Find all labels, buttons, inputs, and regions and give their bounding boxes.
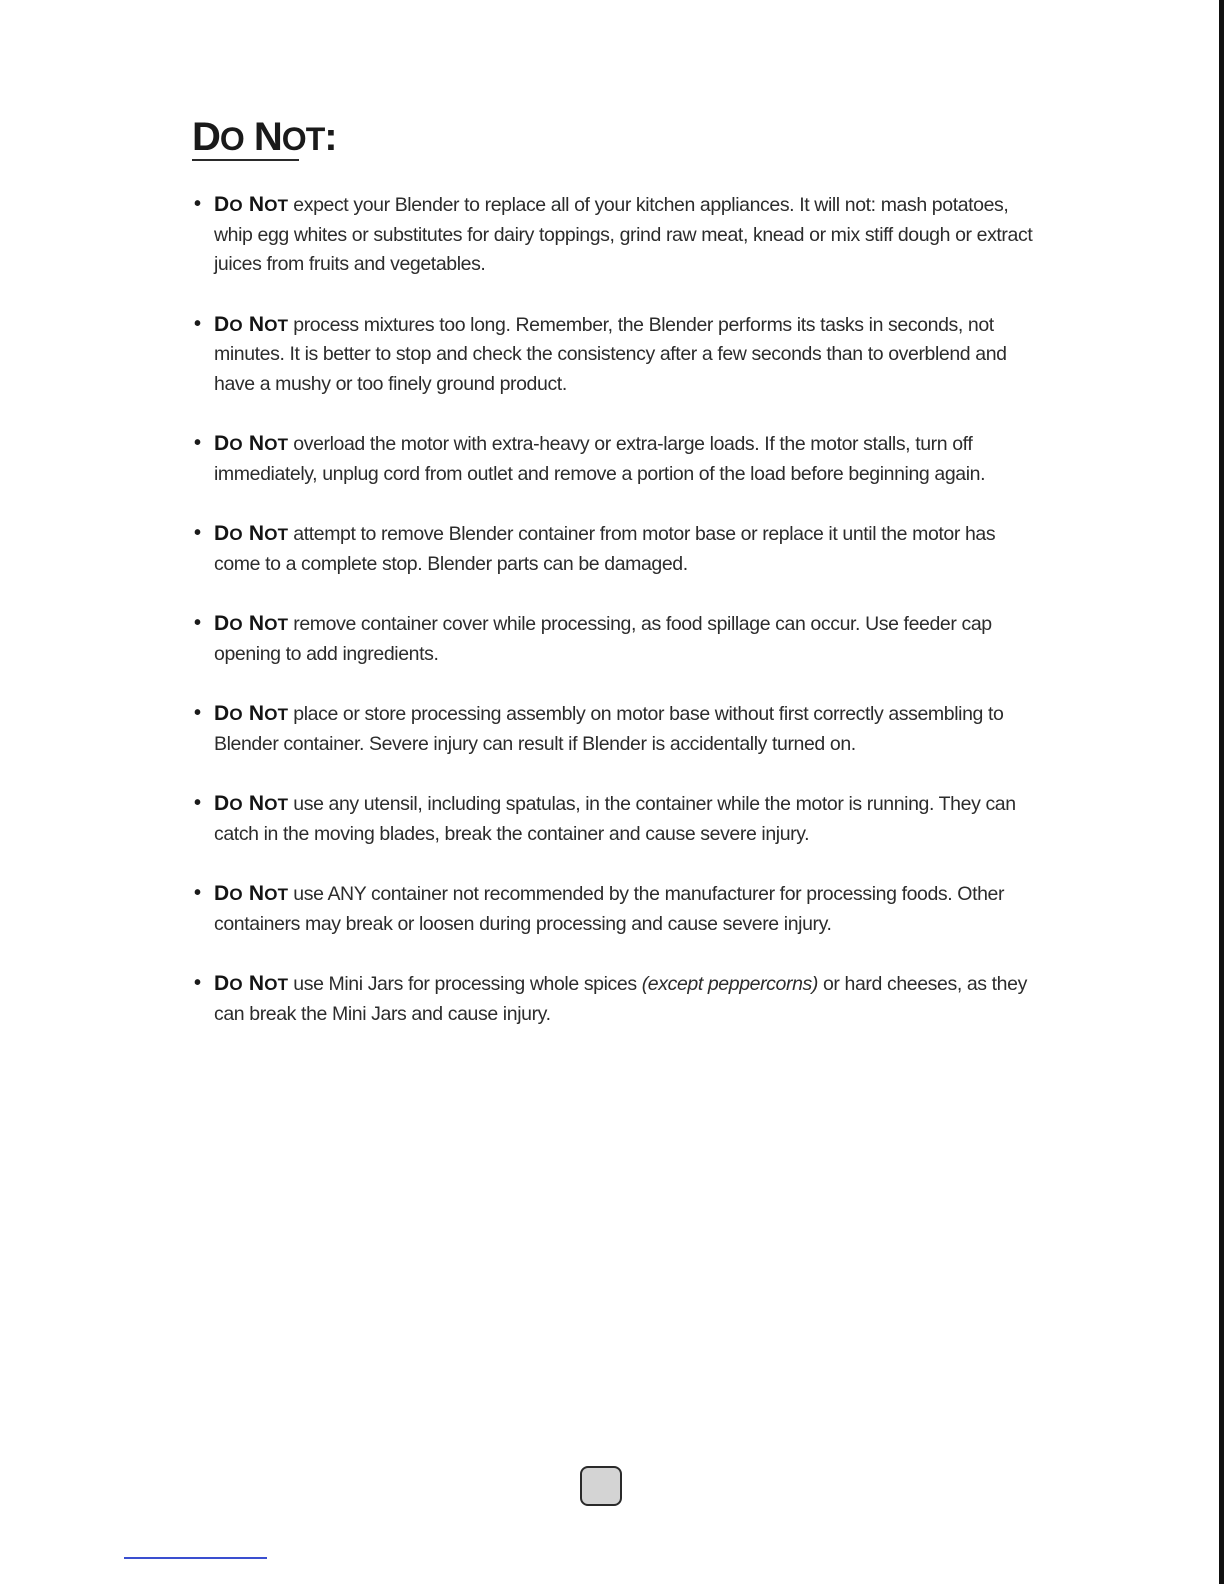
lead-letter: N [248,972,265,995]
lead-letter: N [248,432,265,455]
do-not-label [214,972,288,995]
lead-letter: D [214,702,230,725]
list-item [192,969,1042,1029]
lead-smallcaps: OT [264,525,289,544]
list-item [192,879,1042,939]
lead-letter: D [214,972,230,995]
lead-letter: D [214,792,230,815]
title-colon: : [324,115,337,159]
lead-smallcaps: O [229,196,243,215]
title-o: O [219,121,244,157]
do-not-label [214,792,288,815]
lead-letter: N [248,522,265,545]
bullet-icon: • [194,612,201,634]
list-item [192,519,1042,579]
list-item [192,609,1042,669]
lead-letter: D [214,612,230,635]
lead-smallcaps: OT [264,196,289,215]
item-text: attempt to remove Blender container from motor base or replace it until the motor has come to a complete stop. Blender parts can be damaged. [214,523,996,575]
warning-list [192,190,1042,1059]
do-not-label [214,432,288,455]
lead-letter: D [214,522,230,545]
item-text-continued: or hard cheeses, as they can break the Mini Jars and cause injury. [214,973,1027,1025]
title-d: D [192,115,220,159]
lead-letter: N [248,612,265,635]
page-number-box [580,1466,622,1506]
item-text: use Mini Jars for processing whole spices [288,973,642,995]
lead-smallcaps: OT [264,885,289,904]
bullet-icon: • [194,702,201,724]
bullet-icon: • [194,312,201,335]
lead-smallcaps: O [229,885,243,904]
lead-smallcaps: OT [264,315,289,335]
lead-smallcaps: O [229,795,243,814]
list-item [192,190,1042,280]
lead-letter: N [248,312,265,336]
title-ot: OT [281,121,325,157]
item-text: place or store processing assembly on motor base without first correctly assembling to Blender container. Severe injury can result if Blender is accidentally turned on. [214,703,1004,755]
lead-smallcaps: O [229,315,243,335]
item-text: use any utensil, including spatulas, in the container while the motor is running. They can catch in the moving blades, break the container and cause severe injury. [214,793,1016,845]
bullet-icon: • [194,972,201,994]
lead-letter: N [248,882,265,905]
bullet-icon: • [194,522,201,544]
lead-letter: N [248,792,265,815]
do-not-label [214,193,288,216]
bullet-icon: • [194,432,201,454]
lead-letter: N [248,193,265,216]
list-item [192,789,1042,849]
lead-smallcaps: O [229,435,243,454]
do-not-label [214,522,288,545]
lead-smallcaps: O [229,525,243,544]
lead-smallcaps: OT [264,705,289,724]
bullet-icon: • [194,792,201,814]
lead-smallcaps: O [229,705,243,724]
lead-letter: D [214,882,230,905]
page-edge-border [1219,0,1224,1584]
item-text: expect your Blender to replace all of your kitchen appliances. It will not: mash potatoes, whip egg whites or substitutes for dairy toppings, grind raw meat, knead or mix stiff dough or extract juices from fruits and vegetables. [214,194,1033,275]
lead-smallcaps: O [229,975,243,994]
lead-smallcaps: OT [264,975,289,994]
bullet-icon: • [194,193,201,215]
lead-letter: N [248,702,265,725]
lead-smallcaps: OT [264,435,289,454]
lead-smallcaps: OT [264,795,289,814]
do-not-label [214,882,288,905]
title-underline [192,159,299,161]
item-text-italic: (except peppercorns) [641,973,818,995]
do-not-label [214,313,288,336]
lead-smallcaps: O [229,615,243,634]
bullet-icon: • [194,882,201,904]
lead-letter: D [214,432,230,455]
list-item [192,429,1042,489]
title-n: N [253,115,282,159]
item-text: overload the motor with extra-heavy or extra-large loads. If the motor stalls, turn off immediately, unplug cord from outlet and remove a portion of the load before beginning again. [214,433,986,485]
list-item [192,310,1042,400]
footer-rule [124,1557,267,1559]
lead-letter: D [214,312,230,336]
lead-letter: D [214,193,230,216]
item-text: remove container cover while processing, as food spillage can occur. Use feeder cap opening to add ingredients. [214,613,992,665]
lead-smallcaps: OT [264,615,289,634]
list-item [192,699,1042,759]
page-title [192,113,337,163]
item-text: use ANY container not recommended by the manufacturer for processing foods. Other containers may break or loosen during processing and cause severe injury. [214,883,1005,935]
item-text: process mixtures too long. Remember, the Blender performs its tasks in seconds, not minutes. It is better to stop and check the consistency after a few seconds than to overblend and have a mushy or too finely ground product. [214,313,1007,395]
do-not-label [214,612,288,635]
do-not-label [214,702,288,725]
